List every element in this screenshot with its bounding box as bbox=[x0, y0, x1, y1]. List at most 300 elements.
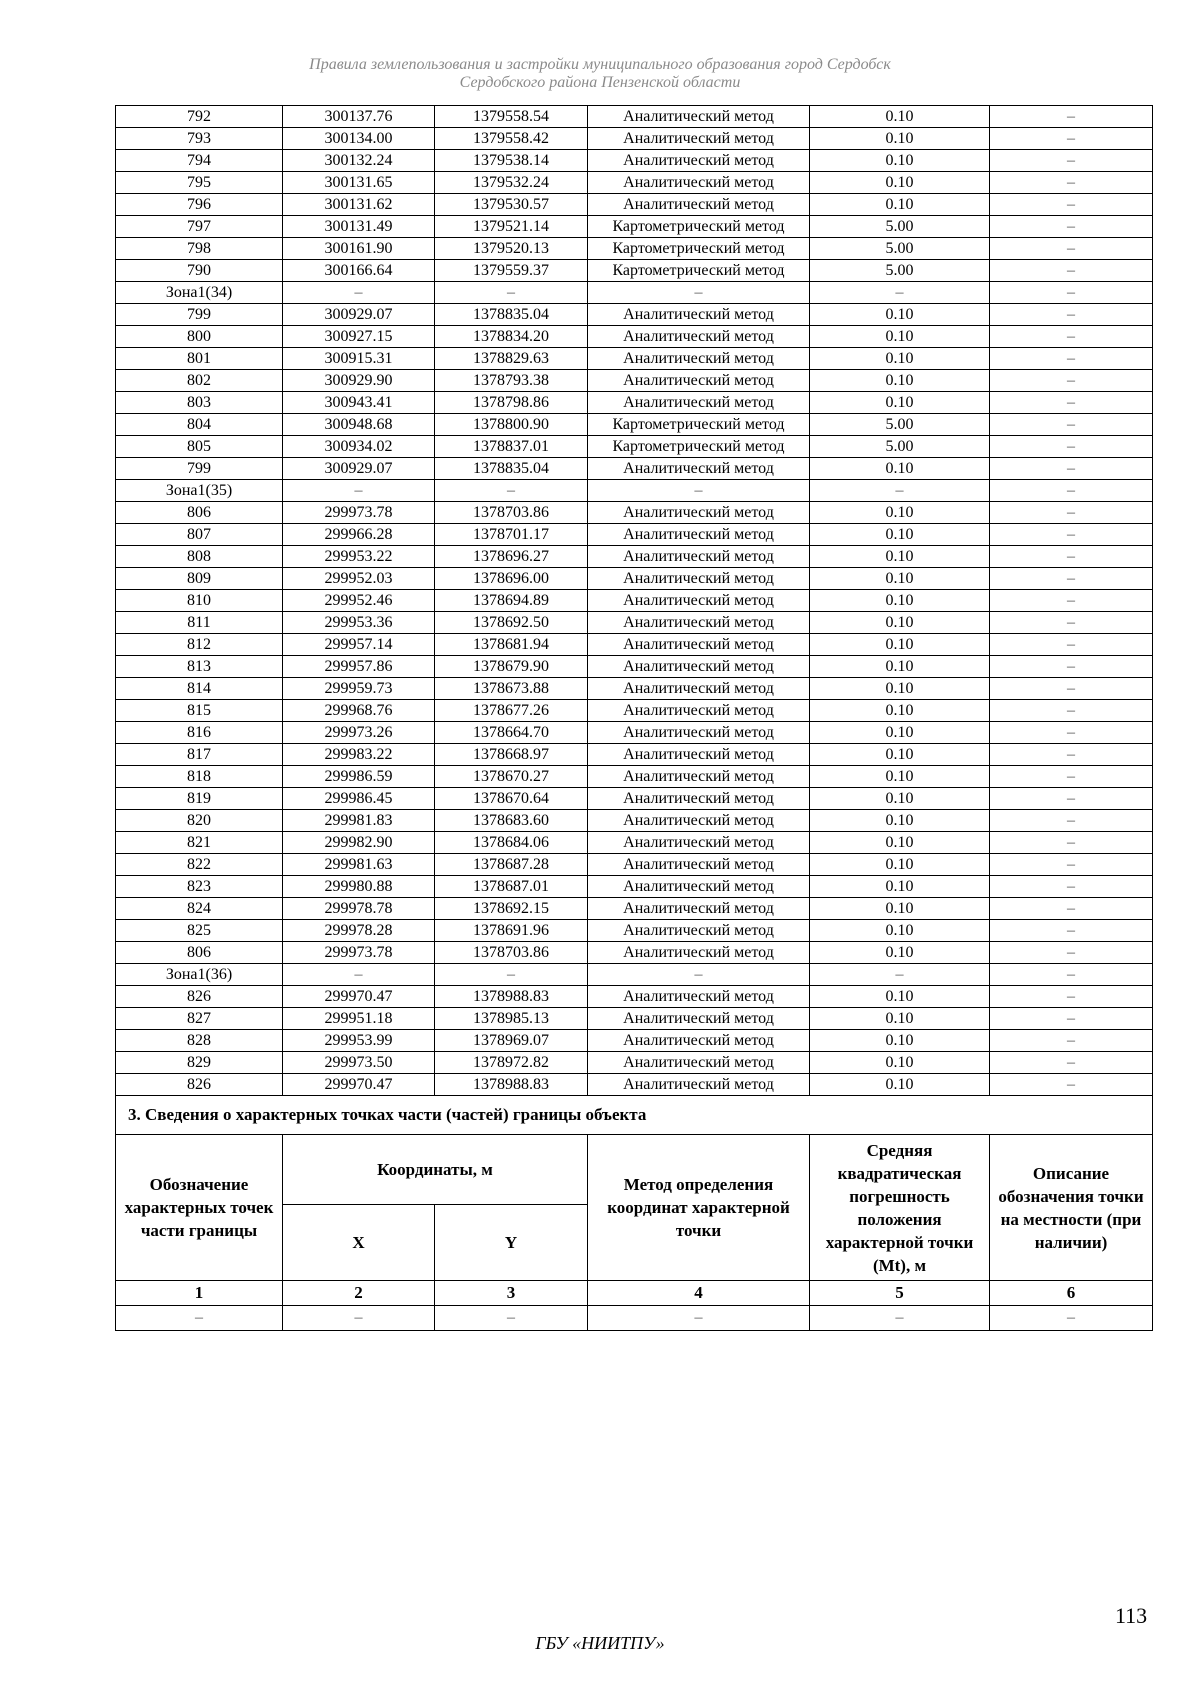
cell-description: – bbox=[990, 392, 1153, 414]
cell-coord-x: 299968.76 bbox=[283, 700, 435, 722]
cell-point-id: 829 bbox=[116, 1052, 283, 1074]
cell-method: Аналитический метод bbox=[588, 678, 810, 700]
column-number: 1 bbox=[116, 1281, 283, 1306]
table-row bbox=[116, 942, 1153, 964]
cell-accuracy: – bbox=[810, 480, 990, 502]
cell-description: – bbox=[990, 150, 1153, 172]
cell-method: Картометрический метод bbox=[588, 260, 810, 282]
table-row bbox=[116, 436, 1153, 458]
cell-coord-x: 300132.24 bbox=[283, 150, 435, 172]
cell-method: – bbox=[588, 480, 810, 502]
cell-coord-x: 300161.90 bbox=[283, 238, 435, 260]
table-row bbox=[116, 414, 1153, 436]
cell-coord-x: 299952.03 bbox=[283, 568, 435, 590]
cell-description: – bbox=[990, 128, 1153, 150]
column-number: 2 bbox=[283, 1281, 435, 1306]
cell-description: – bbox=[990, 964, 1153, 986]
cell-coord-x: 300943.41 bbox=[283, 392, 435, 414]
cell-accuracy: 0.10 bbox=[810, 1074, 990, 1096]
empty-cell: – bbox=[116, 1306, 283, 1331]
cell-coord-y: 1379559.37 bbox=[435, 260, 588, 282]
cell-point-id: 794 bbox=[116, 150, 283, 172]
cell-point-id: 827 bbox=[116, 1008, 283, 1030]
cell-coord-x: 299973.78 bbox=[283, 502, 435, 524]
cell-coord-x: 299953.22 bbox=[283, 546, 435, 568]
cell-coord-y: 1378668.97 bbox=[435, 744, 588, 766]
cell-method: Аналитический метод bbox=[588, 370, 810, 392]
coordinates-table-body bbox=[116, 106, 1153, 1096]
empty-cell: – bbox=[810, 1306, 990, 1331]
cell-description: – bbox=[990, 590, 1153, 612]
cell-description: – bbox=[990, 744, 1153, 766]
table-row bbox=[116, 348, 1153, 370]
column-number: 3 bbox=[435, 1281, 588, 1306]
cell-point-id: 817 bbox=[116, 744, 283, 766]
table-row bbox=[116, 392, 1153, 414]
cell-description: – bbox=[990, 480, 1153, 502]
cell-coord-y: 1378800.90 bbox=[435, 414, 588, 436]
cell-description: – bbox=[990, 876, 1153, 898]
cell-description: – bbox=[990, 238, 1153, 260]
cell-coord-x: 299951.18 bbox=[283, 1008, 435, 1030]
cell-coord-y: 1379538.14 bbox=[435, 150, 588, 172]
cell-method: – bbox=[588, 964, 810, 986]
table-row bbox=[116, 128, 1153, 150]
cell-point-id: 819 bbox=[116, 788, 283, 810]
cell-coord-y: 1378670.27 bbox=[435, 766, 588, 788]
cell-coord-x: 299970.47 bbox=[283, 986, 435, 1008]
table-row bbox=[116, 700, 1153, 722]
cell-coord-y: 1378694.89 bbox=[435, 590, 588, 612]
cell-coord-x: 299970.47 bbox=[283, 1074, 435, 1096]
header-x: X bbox=[283, 1204, 435, 1280]
cell-point-id: 808 bbox=[116, 546, 283, 568]
cell-point-id: 803 bbox=[116, 392, 283, 414]
table-row bbox=[116, 370, 1153, 392]
cell-accuracy: 0.10 bbox=[810, 942, 990, 964]
cell-description: – bbox=[990, 722, 1153, 744]
header-y: Y bbox=[435, 1204, 588, 1280]
cell-method: Аналитический метод bbox=[588, 326, 810, 348]
cell-accuracy: 0.10 bbox=[810, 1008, 990, 1030]
cell-point-id: 809 bbox=[116, 568, 283, 590]
cell-coord-x: 300929.90 bbox=[283, 370, 435, 392]
cell-accuracy: 0.10 bbox=[810, 128, 990, 150]
cell-accuracy: 0.10 bbox=[810, 788, 990, 810]
zone-row bbox=[116, 480, 1153, 502]
table-row bbox=[116, 832, 1153, 854]
cell-coord-x: 299980.88 bbox=[283, 876, 435, 898]
cell-point-id: 810 bbox=[116, 590, 283, 612]
cell-accuracy: 0.10 bbox=[810, 612, 990, 634]
cell-point-id: 813 bbox=[116, 656, 283, 678]
cell-coord-x: 300927.15 bbox=[283, 326, 435, 348]
cell-method: Картометрический метод bbox=[588, 216, 810, 238]
cell-accuracy: 0.10 bbox=[810, 744, 990, 766]
cell-point-id: 824 bbox=[116, 898, 283, 920]
cell-method: Аналитический метод bbox=[588, 656, 810, 678]
table-row bbox=[116, 524, 1153, 546]
column-number: 6 bbox=[990, 1281, 1153, 1306]
table-row bbox=[116, 304, 1153, 326]
table-row bbox=[116, 1074, 1153, 1096]
header-line-1: Правила землепользования и застройки муниципального образования город Сердобск bbox=[309, 56, 891, 73]
cell-point-id: 805 bbox=[116, 436, 283, 458]
cell-description: – bbox=[990, 942, 1153, 964]
cell-description: – bbox=[990, 326, 1153, 348]
cell-description: – bbox=[990, 216, 1153, 238]
cell-method: Картометрический метод bbox=[588, 414, 810, 436]
table-row bbox=[116, 656, 1153, 678]
cell-accuracy: 5.00 bbox=[810, 260, 990, 282]
cell-coord-y: 1378692.50 bbox=[435, 612, 588, 634]
cell-point-id: 802 bbox=[116, 370, 283, 392]
cell-point-id: 812 bbox=[116, 634, 283, 656]
header-description: Описание обозначения точки на местности (при наличии) bbox=[990, 1135, 1153, 1281]
header-accuracy: Средняя квадратическая погрешность положения характерной точки (Mt), м bbox=[810, 1135, 990, 1281]
cell-description: – bbox=[990, 700, 1153, 722]
table-row bbox=[116, 898, 1153, 920]
cell-point-id: 796 bbox=[116, 194, 283, 216]
table-row bbox=[116, 326, 1153, 348]
cell-point-id: 790 bbox=[116, 260, 283, 282]
section3-title: 3. Сведения о характерных точках части (частей) границы объекта bbox=[116, 1096, 1153, 1135]
cell-method: Аналитический метод bbox=[588, 634, 810, 656]
table-row bbox=[116, 678, 1153, 700]
cell-coord-y: 1378670.64 bbox=[435, 788, 588, 810]
cell-coord-x: 299973.78 bbox=[283, 942, 435, 964]
cell-method: Аналитический метод bbox=[588, 150, 810, 172]
cell-coord-x: 300137.76 bbox=[283, 106, 435, 128]
cell-coord-x: 299982.90 bbox=[283, 832, 435, 854]
cell-coord-x: 300934.02 bbox=[283, 436, 435, 458]
cell-method: Аналитический метод bbox=[588, 304, 810, 326]
cell-accuracy: 0.10 bbox=[810, 502, 990, 524]
zone-row bbox=[116, 964, 1153, 986]
table-row bbox=[116, 766, 1153, 788]
cell-coord-y: 1378969.07 bbox=[435, 1030, 588, 1052]
empty-cell: – bbox=[990, 1306, 1153, 1331]
cell-accuracy: 0.10 bbox=[810, 326, 990, 348]
cell-coord-y: 1379521.14 bbox=[435, 216, 588, 238]
cell-coord-y: 1378703.86 bbox=[435, 942, 588, 964]
cell-point-id: Зона1(36) bbox=[116, 964, 283, 986]
cell-accuracy: 0.10 bbox=[810, 304, 990, 326]
cell-method: Аналитический метод bbox=[588, 546, 810, 568]
cell-method: Аналитический метод bbox=[588, 194, 810, 216]
cell-coord-x: 300948.68 bbox=[283, 414, 435, 436]
cell-coord-x: 300131.62 bbox=[283, 194, 435, 216]
cell-accuracy: 0.10 bbox=[810, 458, 990, 480]
cell-description: – bbox=[990, 524, 1153, 546]
cell-accuracy: 5.00 bbox=[810, 414, 990, 436]
cell-coord-x: 300134.00 bbox=[283, 128, 435, 150]
cell-method: Аналитический метод bbox=[588, 700, 810, 722]
cell-description: – bbox=[990, 612, 1153, 634]
cell-coord-y: 1378703.86 bbox=[435, 502, 588, 524]
column-numbers-row bbox=[116, 1281, 1153, 1306]
cell-coord-y: – bbox=[435, 282, 588, 304]
cell-description: – bbox=[990, 414, 1153, 436]
cell-coord-x: 299986.59 bbox=[283, 766, 435, 788]
cell-point-id: 792 bbox=[116, 106, 283, 128]
cell-coord-x: 299983.22 bbox=[283, 744, 435, 766]
cell-method: Аналитический метод bbox=[588, 392, 810, 414]
cell-coord-y: 1378673.88 bbox=[435, 678, 588, 700]
cell-method: Аналитический метод bbox=[588, 722, 810, 744]
cell-coord-x: 299953.36 bbox=[283, 612, 435, 634]
cell-description: – bbox=[990, 788, 1153, 810]
table-row bbox=[116, 260, 1153, 282]
cell-coord-y: 1378837.01 bbox=[435, 436, 588, 458]
header-designation: Обозначение характерных точек части границы bbox=[116, 1135, 283, 1281]
table-row bbox=[116, 590, 1153, 612]
cell-coord-x: 300929.07 bbox=[283, 458, 435, 480]
cell-description: – bbox=[990, 810, 1153, 832]
cell-method: – bbox=[588, 282, 810, 304]
cell-point-id: 798 bbox=[116, 238, 283, 260]
cell-method: Аналитический метод bbox=[588, 524, 810, 546]
cell-point-id: 823 bbox=[116, 876, 283, 898]
section3 bbox=[116, 1096, 1153, 1331]
cell-description: – bbox=[990, 1030, 1153, 1052]
cell-accuracy: 0.10 bbox=[810, 546, 990, 568]
cell-description: – bbox=[990, 436, 1153, 458]
cell-description: – bbox=[990, 194, 1153, 216]
cell-method: Аналитический метод bbox=[588, 788, 810, 810]
table-row bbox=[116, 876, 1153, 898]
table-row bbox=[116, 194, 1153, 216]
cell-accuracy: 0.10 bbox=[810, 920, 990, 942]
cell-coord-y: 1378985.13 bbox=[435, 1008, 588, 1030]
cell-description: – bbox=[990, 920, 1153, 942]
cell-coord-y: 1379532.24 bbox=[435, 172, 588, 194]
cell-accuracy: 0.10 bbox=[810, 722, 990, 744]
cell-coord-y: 1378701.17 bbox=[435, 524, 588, 546]
cell-accuracy: 0.10 bbox=[810, 700, 990, 722]
cell-coord-x: 299957.86 bbox=[283, 656, 435, 678]
cell-coord-x: 299978.78 bbox=[283, 898, 435, 920]
cell-method: Аналитический метод bbox=[588, 832, 810, 854]
cell-coord-x: 299986.45 bbox=[283, 788, 435, 810]
cell-description: – bbox=[990, 854, 1153, 876]
cell-accuracy: 0.10 bbox=[810, 986, 990, 1008]
cell-accuracy: – bbox=[810, 282, 990, 304]
cell-accuracy: 0.10 bbox=[810, 656, 990, 678]
cell-description: – bbox=[990, 106, 1153, 128]
cell-accuracy: 0.10 bbox=[810, 678, 990, 700]
cell-method: Аналитический метод bbox=[588, 458, 810, 480]
cell-coord-y: 1378835.04 bbox=[435, 458, 588, 480]
cell-coord-y: 1378677.26 bbox=[435, 700, 588, 722]
table-row bbox=[116, 568, 1153, 590]
cell-accuracy: 0.10 bbox=[810, 150, 990, 172]
cell-accuracy: 0.10 bbox=[810, 106, 990, 128]
cell-coord-y: 1379558.54 bbox=[435, 106, 588, 128]
header-line-2: Сердобского района Пензенской области bbox=[459, 74, 741, 91]
cell-point-id: 825 bbox=[116, 920, 283, 942]
cell-method: Аналитический метод bbox=[588, 502, 810, 524]
cell-coord-y: 1378692.15 bbox=[435, 898, 588, 920]
table-row bbox=[116, 1052, 1153, 1074]
cell-point-id: 821 bbox=[116, 832, 283, 854]
cell-accuracy: 0.10 bbox=[810, 634, 990, 656]
cell-coord-y: 1378679.90 bbox=[435, 656, 588, 678]
table-row bbox=[116, 546, 1153, 568]
cell-accuracy: 0.10 bbox=[810, 524, 990, 546]
cell-description: – bbox=[990, 282, 1153, 304]
cell-point-id: 807 bbox=[116, 524, 283, 546]
cell-method: Аналитический метод bbox=[588, 920, 810, 942]
cell-method: Аналитический метод bbox=[588, 172, 810, 194]
cell-accuracy: 0.10 bbox=[810, 810, 990, 832]
cell-coord-y: 1378798.86 bbox=[435, 392, 588, 414]
cell-coord-x: 299959.73 bbox=[283, 678, 435, 700]
cell-point-id: Зона1(35) bbox=[116, 480, 283, 502]
document-header bbox=[0, 56, 1200, 92]
table-row bbox=[116, 238, 1153, 260]
table-row bbox=[116, 150, 1153, 172]
cell-method: Аналитический метод bbox=[588, 876, 810, 898]
cell-accuracy: 0.10 bbox=[810, 348, 990, 370]
cell-description: – bbox=[990, 458, 1153, 480]
cell-accuracy: 0.10 bbox=[810, 194, 990, 216]
cell-point-id: 815 bbox=[116, 700, 283, 722]
cell-point-id: 820 bbox=[116, 810, 283, 832]
cell-method: Аналитический метод bbox=[588, 1074, 810, 1096]
cell-coord-y: 1379520.13 bbox=[435, 238, 588, 260]
cell-coord-y: 1378684.06 bbox=[435, 832, 588, 854]
table-row bbox=[116, 612, 1153, 634]
cell-method: Аналитический метод bbox=[588, 1052, 810, 1074]
cell-accuracy: 0.10 bbox=[810, 392, 990, 414]
cell-coord-x: 299981.83 bbox=[283, 810, 435, 832]
cell-method: Аналитический метод bbox=[588, 766, 810, 788]
coordinates-table bbox=[115, 105, 1153, 1331]
cell-description: – bbox=[990, 1008, 1153, 1030]
cell-accuracy: – bbox=[810, 964, 990, 986]
cell-description: – bbox=[990, 634, 1153, 656]
cell-accuracy: 0.10 bbox=[810, 854, 990, 876]
cell-description: – bbox=[990, 832, 1153, 854]
header-coords: Координаты, м bbox=[283, 1135, 588, 1205]
cell-point-id: 801 bbox=[116, 348, 283, 370]
header-method: Метод определения координат характерной точки bbox=[588, 1135, 810, 1281]
cell-accuracy: 0.10 bbox=[810, 172, 990, 194]
cell-point-id: 795 bbox=[116, 172, 283, 194]
cell-accuracy: 0.10 bbox=[810, 568, 990, 590]
cell-accuracy: 0.10 bbox=[810, 766, 990, 788]
cell-method: Аналитический метод bbox=[588, 590, 810, 612]
cell-method: Аналитический метод bbox=[588, 1030, 810, 1052]
cell-point-id: 828 bbox=[116, 1030, 283, 1052]
cell-description: – bbox=[990, 172, 1153, 194]
cell-point-id: 826 bbox=[116, 1074, 283, 1096]
cell-description: – bbox=[990, 766, 1153, 788]
cell-description: – bbox=[990, 678, 1153, 700]
document-footer: ГБУ «НИИТПУ» bbox=[535, 1633, 665, 1653]
cell-accuracy: 0.10 bbox=[810, 876, 990, 898]
cell-point-id: 806 bbox=[116, 942, 283, 964]
cell-point-id: 811 bbox=[116, 612, 283, 634]
cell-coord-x: 300915.31 bbox=[283, 348, 435, 370]
cell-accuracy: 0.10 bbox=[810, 1052, 990, 1074]
cell-description: – bbox=[990, 986, 1153, 1008]
cell-description: – bbox=[990, 568, 1153, 590]
cell-coord-x: 299957.14 bbox=[283, 634, 435, 656]
cell-coord-y: 1378696.27 bbox=[435, 546, 588, 568]
cell-accuracy: 5.00 bbox=[810, 216, 990, 238]
cell-method: Аналитический метод bbox=[588, 612, 810, 634]
cell-coord-y: 1378687.01 bbox=[435, 876, 588, 898]
cell-coord-x: 299953.99 bbox=[283, 1030, 435, 1052]
cell-coord-y: 1378687.28 bbox=[435, 854, 588, 876]
table-row bbox=[116, 172, 1153, 194]
cell-description: – bbox=[990, 546, 1153, 568]
table-row bbox=[116, 854, 1153, 876]
cell-method: Аналитический метод bbox=[588, 854, 810, 876]
cell-method: Аналитический метод bbox=[588, 1008, 810, 1030]
cell-point-id: 799 bbox=[116, 304, 283, 326]
cell-point-id: 806 bbox=[116, 502, 283, 524]
table-row bbox=[116, 634, 1153, 656]
table-row bbox=[116, 1030, 1153, 1052]
cell-coord-x: 299978.28 bbox=[283, 920, 435, 942]
cell-accuracy: 0.10 bbox=[810, 1030, 990, 1052]
cell-coord-y: 1378696.00 bbox=[435, 568, 588, 590]
table-row bbox=[116, 502, 1153, 524]
empty-cell: – bbox=[283, 1306, 435, 1331]
cell-coord-y: 1379558.42 bbox=[435, 128, 588, 150]
cell-coord-y: 1379530.57 bbox=[435, 194, 588, 216]
cell-method: Аналитический метод bbox=[588, 942, 810, 964]
cell-point-id: 800 bbox=[116, 326, 283, 348]
cell-method: Аналитический метод bbox=[588, 898, 810, 920]
cell-accuracy: 0.10 bbox=[810, 832, 990, 854]
cell-description: – bbox=[990, 898, 1153, 920]
cell-coord-x: – bbox=[283, 964, 435, 986]
cell-coord-y: 1378835.04 bbox=[435, 304, 588, 326]
cell-description: – bbox=[990, 304, 1153, 326]
cell-description: – bbox=[990, 502, 1153, 524]
cell-coord-y: – bbox=[435, 964, 588, 986]
cell-coord-x: 300929.07 bbox=[283, 304, 435, 326]
cell-coord-y: 1378793.38 bbox=[435, 370, 588, 392]
cell-method: Картометрический метод bbox=[588, 436, 810, 458]
cell-accuracy: 0.10 bbox=[810, 590, 990, 612]
cell-description: – bbox=[990, 260, 1153, 282]
table-row bbox=[116, 1008, 1153, 1030]
cell-point-id: 818 bbox=[116, 766, 283, 788]
table-row bbox=[116, 722, 1153, 744]
table-row bbox=[116, 810, 1153, 832]
cell-accuracy: 5.00 bbox=[810, 238, 990, 260]
cell-point-id: 797 bbox=[116, 216, 283, 238]
cell-description: – bbox=[990, 656, 1153, 678]
cell-coord-x: 300131.65 bbox=[283, 172, 435, 194]
column-number: 4 bbox=[588, 1281, 810, 1306]
cell-coord-y: – bbox=[435, 480, 588, 502]
column-number: 5 bbox=[810, 1281, 990, 1306]
page-number: 113 bbox=[1115, 1603, 1148, 1628]
cell-accuracy: 5.00 bbox=[810, 436, 990, 458]
cell-accuracy: 0.10 bbox=[810, 370, 990, 392]
table-row bbox=[116, 920, 1153, 942]
cell-coord-x: 299952.46 bbox=[283, 590, 435, 612]
cell-coord-x: 299981.63 bbox=[283, 854, 435, 876]
empty-data-row bbox=[116, 1306, 1153, 1331]
table-row bbox=[116, 106, 1153, 128]
